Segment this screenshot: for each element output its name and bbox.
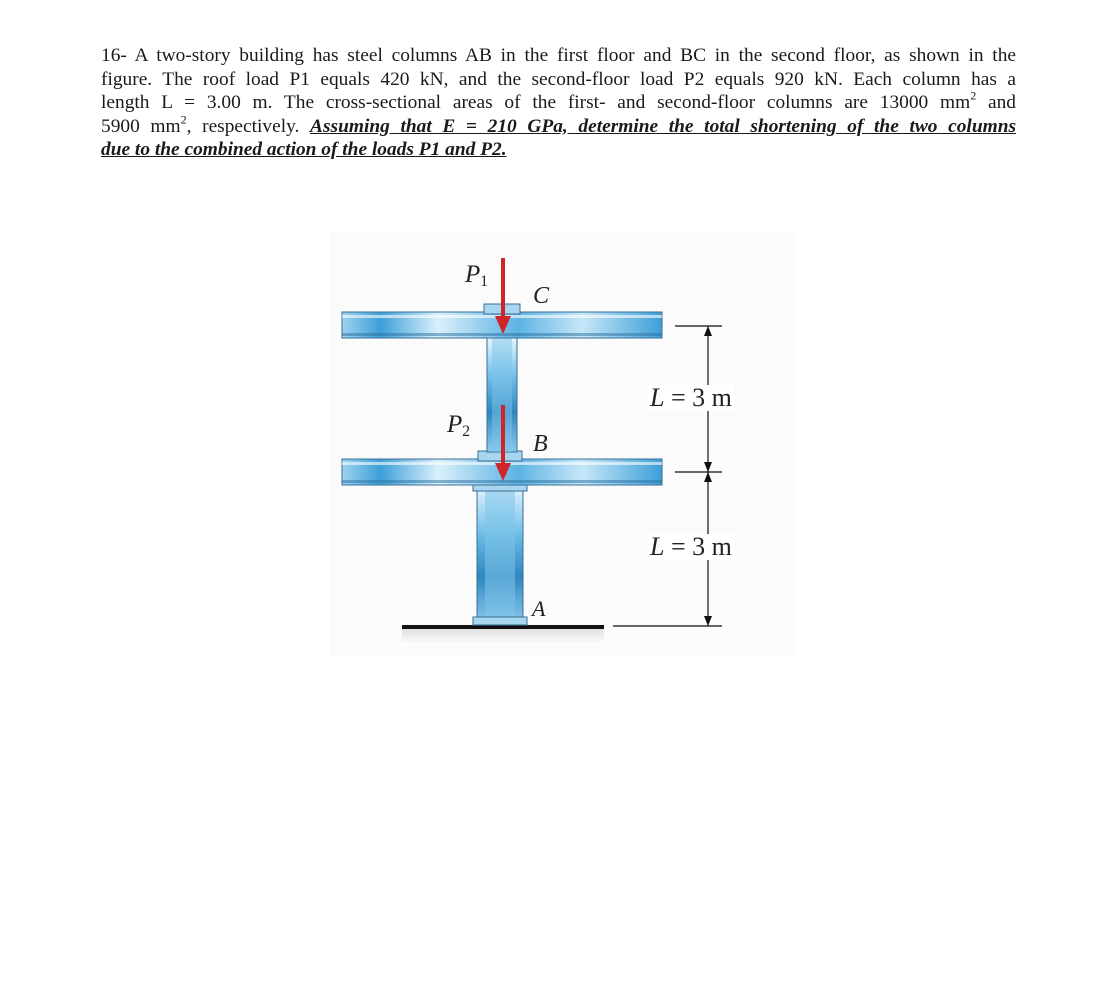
label-c: C (533, 283, 550, 309)
problem-line-3-end: and (976, 92, 1016, 114)
superscript-2b: 2 (180, 112, 187, 127)
superscript-2: 2 (970, 88, 977, 103)
dimension-upper: L = 3 m (650, 383, 732, 412)
label-a: A (532, 596, 546, 621)
problem-question: Assuming that E = 210 GPa, determine the total shortening of the two columns (310, 115, 1017, 137)
ground-line (402, 625, 604, 629)
label-b: B (533, 431, 548, 457)
figure-background (330, 232, 796, 656)
column-ab (473, 485, 527, 625)
problem-question-end: due to the combined action of the loads P1 and P2. (101, 139, 507, 161)
dimension-lower: L = 3 m (650, 532, 732, 561)
label-p1: $P_1$ (465, 261, 489, 290)
problem-line-4 (101, 112, 1017, 139)
problem-line-1: 16- A two-story building has steel columns AB in the first floor and BC in the second floor, as shown in the (101, 45, 1016, 66)
problem-line-3 (101, 88, 1016, 115)
building-diagram (330, 232, 796, 656)
problem-line-4-mid: , respectively. (186, 115, 311, 137)
problem-line-4-text: 5900 mm (101, 115, 181, 137)
problem-line-2: figure. The roof load P1 equals 420 kN, and the second-floor load P2 equals 920 kN. Each column has a (101, 68, 1016, 90)
problem-statement (101, 44, 1016, 162)
building-figure (330, 232, 796, 656)
label-p2: $P_2$ (447, 411, 471, 440)
problem-line-3-text: length L = 3.00 m. The cross-sectional areas of the first- and second-floor columns are 13000 mm (101, 92, 971, 114)
